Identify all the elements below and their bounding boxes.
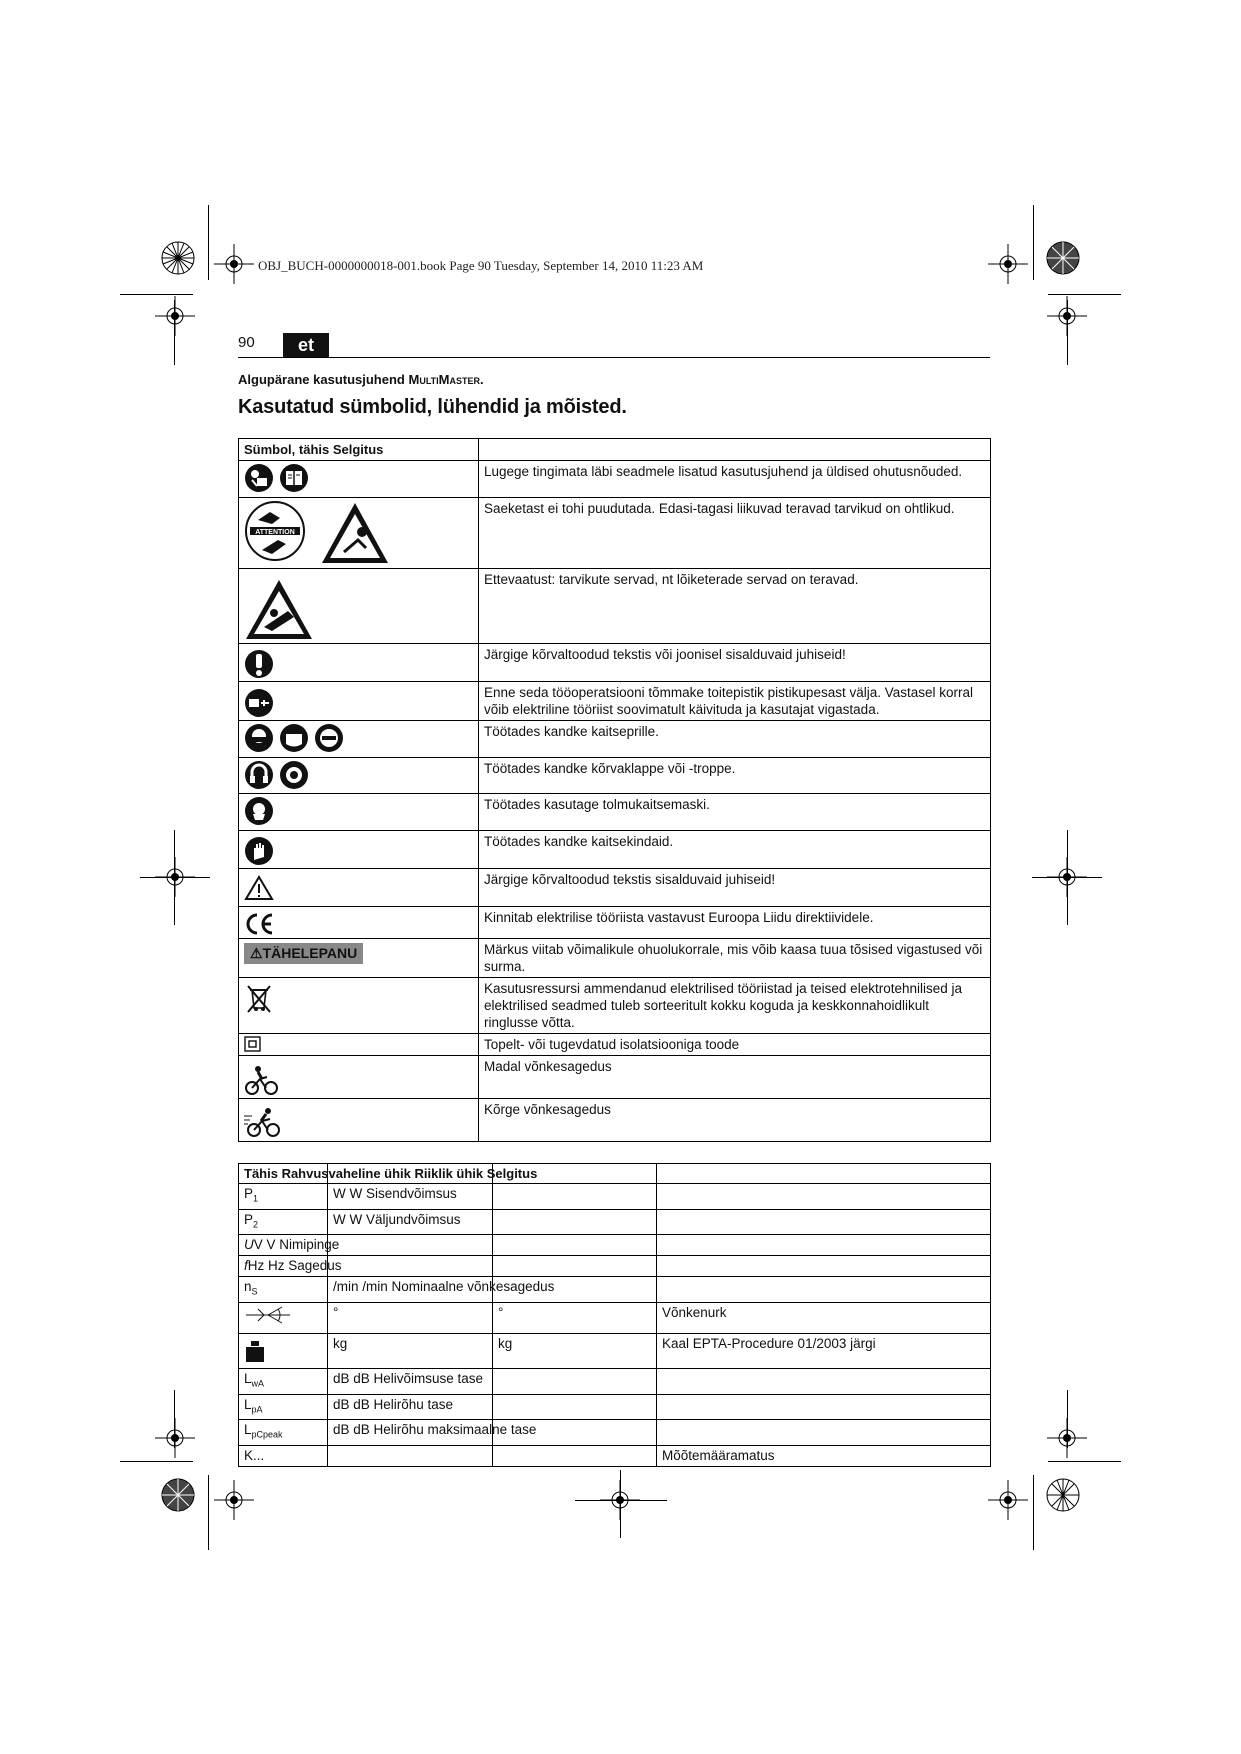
table-row: [239, 1277, 991, 1303]
table-header: Sümbol, tähis Selgitus: [239, 439, 479, 461]
registration-rosette-icon: [158, 1475, 198, 1515]
oscillation-angle-icon: [244, 1304, 292, 1326]
attention-blade-icon: [244, 500, 306, 562]
table-row: [239, 1056, 991, 1099]
subtitle-suffix: .: [479, 372, 484, 387]
ce-mark-icon: [244, 912, 276, 936]
table-row: [239, 1256, 991, 1277]
read-manual-icon: [244, 463, 274, 493]
face-shield-icon: [279, 723, 309, 753]
crosshair-icon: [155, 296, 195, 336]
registration-rosette-icon: [1043, 1475, 1083, 1515]
table-row: [239, 569, 991, 644]
warning-label-icon: ⚠TÄHELEPANU: [244, 943, 363, 964]
table-row: [239, 1184, 991, 1210]
gloves-icon: [244, 836, 274, 866]
unit-cell: dB dB Helirõhu maksimaalne tase: [328, 1420, 493, 1446]
row-text: Töötades kandke kaitsekindaid.: [479, 831, 991, 869]
row-text: Töötades kasutage tolmukaitsemaski.: [479, 794, 991, 831]
table-row: [239, 1099, 991, 1142]
table-row: [239, 1235, 991, 1256]
table-row: [239, 498, 991, 569]
row-text: Topelt- või tugevdatud isolatsiooniga toode: [479, 1034, 991, 1056]
table-row: [239, 1209, 991, 1235]
crosshair-icon: [155, 1418, 195, 1458]
unit-cell: °: [328, 1303, 493, 1334]
page-title: Kasutatud sümbolid, lühendid ja mõisted.: [238, 396, 627, 418]
row-text: Töötades kandke kõrvaklappe või -troppe.: [479, 758, 991, 794]
warning-saw-icon: [320, 500, 390, 566]
units-table: [238, 1163, 991, 1467]
unplug-icon: [244, 688, 274, 718]
symbol-cell: $P_2$: [239, 1209, 328, 1235]
crosshair-icon: [988, 1480, 1028, 1520]
row-text: Märkus viitab võimalikule ohuolukorrale, mis võib kaasa tuua tõsised vigastused või surma.: [479, 939, 991, 978]
unit-cell: kg: [328, 1334, 493, 1369]
row-text: Saeketast ei tohi puudutada. Edasi-tagasi liikuvad teravad tarvikud on ohtlikud.: [479, 498, 991, 569]
header-rule: [238, 357, 990, 358]
svg-text:ATTENTION: ATTENTION: [255, 529, 295, 536]
table-row: [239, 907, 991, 939]
symbol-cell: [239, 1303, 328, 1334]
table-row: [239, 1034, 991, 1056]
table-row: [239, 1420, 991, 1446]
warning-sharp-edges-icon: [244, 577, 314, 641]
crosshair-icon: [214, 244, 254, 284]
goggles-icon: [244, 723, 274, 753]
row-text: Madal võnkesagedus: [479, 1056, 991, 1099]
symbol-cell: UV V Nimipinge: [239, 1235, 328, 1256]
ear-protection-icon: [279, 760, 309, 790]
symbols-table: [238, 438, 991, 1142]
table-row: [239, 939, 991, 978]
symbol-cell: fHz Hz Sagedus: [239, 1256, 328, 1277]
table-row: K... Mõõtemääramatus: [239, 1446, 991, 1467]
symbol-cell: $L_{pCpeak}$: [239, 1420, 328, 1446]
table-header-row: [239, 439, 991, 461]
language-badge: et: [283, 333, 329, 357]
unit-cell: W W Sisendvõimsus: [328, 1184, 493, 1210]
weee-bin-icon: [244, 982, 274, 1014]
symbol-cell: $P_1$: [239, 1184, 328, 1210]
unit-cell: W W Väljundvõimsus: [328, 1209, 493, 1235]
document-subtitle: [238, 372, 484, 387]
symbol-cell: [239, 1334, 328, 1369]
crosshair-icon: [214, 1480, 254, 1520]
fast-cyclist-icon: [244, 1106, 284, 1138]
table-row: [239, 461, 991, 498]
table-row: [239, 682, 991, 721]
row-text: Enne seda tööoperatsiooni tõmmake toitepistik pistikupesast välja. Vastasel korral võib elektriline tööriist soovimatult käivituda ja kasutajat vigastada.: [479, 682, 991, 721]
table-row: [239, 831, 991, 869]
row-text: Kinnitab elektrilise tööriista vastavust Euroopa Liidu direktiividele.: [479, 907, 991, 939]
row-text: Järgige kõrvaltoodud tekstis või joonisel sisalduvaid juhiseid!: [479, 644, 991, 682]
table-row: [239, 1369, 991, 1395]
double-insulation-icon: [244, 1036, 262, 1052]
symbol-cell: $L_{pA}$: [239, 1394, 328, 1420]
row-text: Ettevaatust: tarvikute servad, nt lõiketerade servad on teravad.: [479, 569, 991, 644]
table-row: [239, 721, 991, 758]
unit-cell: dB dB Helivõimsuse tase: [328, 1369, 493, 1395]
registration-rosette-icon: [1043, 238, 1083, 278]
table-row: [239, 644, 991, 682]
table-row: [239, 794, 991, 831]
book-header: OBJ_BUCH-0000000018-001.book Page 90 Tuesday, September 14, 2010 11:23 AM: [258, 258, 704, 273]
exclamation-icon: [244, 649, 274, 679]
table-row: [239, 1394, 991, 1420]
table-row: kg kg Kaal EPTA-Procedure 01/2003 järgi: [239, 1334, 991, 1369]
table-row: ° ° Võnkenurk: [239, 1303, 991, 1334]
row-text: Lugege tingimata läbi seadmele lisatud kasutusjuhend ja üldised ohutusnõuded.: [479, 461, 991, 498]
crosshair-icon: [988, 244, 1028, 284]
ear-muffs-icon: [244, 760, 274, 790]
table-header-row: [239, 1164, 991, 1184]
row-text: Töötades kandke kaitseprille.: [479, 721, 991, 758]
row-text: Kasutusressursi ammendanud elektrilised tööriistad ja teised elektrotehnilised ja elektrilised seadmed tuleb sorteeritult kokku koguda ja keskkonnahoidlikult ringlusse võtta.: [479, 978, 991, 1034]
unit-cell: /min /min Nominaalne võnkesagedus: [328, 1277, 493, 1303]
row-text: Järgige kõrvaltoodud tekstis sisalduvaid juhiseid!: [479, 869, 991, 907]
table-row: [239, 978, 991, 1034]
symbol-cell: $n_S$: [239, 1277, 328, 1303]
row-text: Kõrge võnkesagedus: [479, 1099, 991, 1142]
book-icon: [279, 463, 309, 493]
table-row: [239, 869, 991, 907]
brand-name: MultiMaster: [408, 372, 480, 387]
registration-rosette-icon: [158, 238, 198, 278]
dust-mask-icon: [244, 796, 274, 826]
table-row: [239, 758, 991, 794]
subtitle-prefix: Algupärane kasutusjuhend: [238, 372, 409, 387]
warning-label-text: TÄHELEPANU: [262, 945, 358, 961]
symbol-cell: $L_{wA}$: [239, 1369, 328, 1395]
weight-icon: [244, 1339, 266, 1363]
slow-cyclist-icon: [244, 1064, 280, 1096]
symbol-cell: K...: [239, 1446, 328, 1467]
warning-triangle-icon: [244, 875, 274, 901]
unit-cell: dB dB Helirõhu tase: [328, 1394, 493, 1420]
page-number: 90: [238, 334, 255, 351]
glasses-icon: [314, 723, 344, 753]
table-header: Tähis Rahvusvaheline ühik Riiklik ühik Selgitus: [239, 1164, 328, 1184]
